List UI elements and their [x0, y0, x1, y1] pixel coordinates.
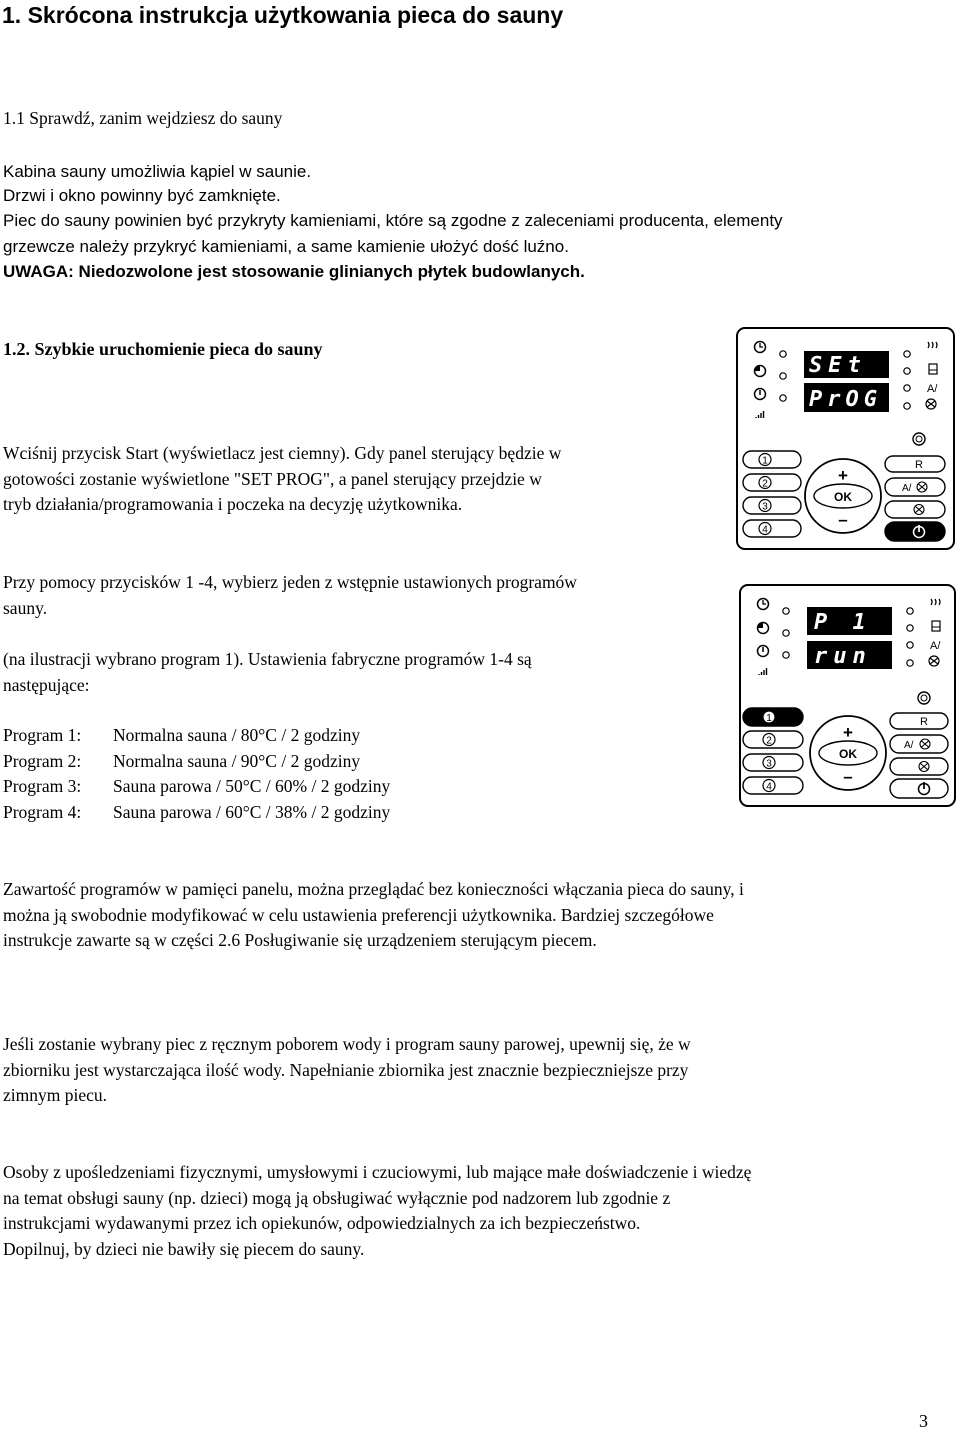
button-label: 4 [766, 781, 772, 793]
memory-paragraph [3, 877, 744, 954]
page-title: 1. Skrócona instrukcja użytkowania pieca do sauny [2, 2, 564, 28]
text-line: Wciśnij przycisk Start (wyświetlacz jest ciemny). Gdy panel sterujący będzie w [3, 443, 562, 463]
program-button-2[interactable] [743, 731, 803, 748]
program-button-4[interactable] [743, 777, 803, 794]
text-line: Jeśli zostanie wybrany piec z ręcznym poborem wody i program sauny parowej, upewnij się, że w [3, 1034, 691, 1054]
text-line: grzewcze należy przykryć kamieniami, a same kamienie ułożyć dość luźno. [3, 236, 569, 256]
button-label: 1 [766, 713, 772, 724]
auto-fan-label: A/ [904, 740, 914, 751]
reset-button[interactable] [885, 456, 945, 472]
text-line: zimnym piecu. [3, 1085, 108, 1105]
program-select-paragraph [3, 570, 577, 621]
auto-fan-button[interactable] [885, 478, 945, 496]
program-button-3[interactable] [743, 497, 801, 514]
text-line: gotowości zostanie wyświetlone "SET PROG", a panel sterujący przejdzie w [3, 468, 542, 489]
factory-settings-paragraph [3, 647, 532, 698]
reset-button[interactable] [890, 713, 948, 729]
text-line: sauny. [3, 597, 48, 618]
start-paragraph [3, 441, 561, 518]
program-row [3, 749, 390, 775]
program-button-1[interactable] [743, 708, 803, 726]
program-value: Sauna parowa / 60°C / 38% / 2 godziny [113, 801, 391, 822]
text-line: można ją swobodnie modyfikować w celu ustawienia preferencji użytkownika. Bardziej szczegółowe [3, 904, 714, 925]
button-label: 3 [762, 501, 768, 513]
text-line: Dopilnuj, by dzieci nie bawiły się piecem do sauny. [3, 1238, 365, 1259]
button-label: 2 [766, 735, 772, 747]
button-label: 4 [762, 524, 768, 536]
display-bottom-text: run [814, 644, 872, 669]
button-label: 1 [762, 455, 768, 467]
program-button-4[interactable] [743, 520, 801, 537]
safety-paragraph [3, 1160, 751, 1262]
program-button-2[interactable] [743, 474, 801, 491]
auto-label: A/ [930, 640, 941, 652]
display-bottom-text: PrOG [809, 387, 882, 412]
program-label: Program 4: [3, 801, 82, 822]
power-button[interactable] [890, 779, 948, 798]
display-top-text: P 1 [814, 610, 872, 635]
auto-fan-button[interactable] [890, 735, 948, 753]
program-row [3, 774, 390, 800]
minus-button[interactable]: – [843, 767, 853, 786]
warning-text: UWAGA: Niedozwolone jest stosowanie glinianych płytek budowlanych. [3, 262, 585, 281]
text-line: (na ilustracji wybrano program 1). Ustawienia fabryczne programów 1-4 są [3, 649, 532, 669]
water-paragraph [3, 1032, 691, 1109]
auto-fan-label: A/ [902, 483, 912, 494]
program-value: Sauna parowa / 50°C / 60% / 2 godziny [113, 776, 391, 796]
text-line: Piec do sauny powinien być przykryty kamieniami, które są zgodne z zaleceniami producenta, elementy [3, 211, 783, 230]
program-row [3, 723, 390, 749]
ok-label: OK [839, 747, 857, 761]
page-number: 3 [919, 1411, 928, 1431]
text-line: Drzwi i okno powinny być zamknięte. [3, 185, 281, 205]
plus-button[interactable]: + [843, 723, 853, 742]
program-label: Program 2: [3, 750, 82, 771]
control-panel-illustration-1 [735, 326, 957, 552]
section-1-1-heading: 1.1 Sprawdź, zanim wejdziesz do sauny [3, 108, 283, 128]
program-label: Program 1: [3, 725, 82, 745]
ok-label: OK [834, 490, 852, 504]
auto-label: A/ [927, 383, 938, 395]
program-button-3[interactable] [743, 754, 803, 771]
program-value: Normalna sauna / 90°C / 2 godziny [113, 750, 361, 771]
text-line: na temat obsługi sauny (np. dzieci) mogą ją obsługiwać wyłącznie pod nadzorem lub zgodnie z [3, 1187, 671, 1208]
text-line: Zawartość programów w pamięci panelu, można przeglądać bez konieczności włączania pieca do sauny, i [3, 879, 744, 899]
text-line: Przy pomocy przycisków 1 -4, wybierz jeden z wstępnie ustawionych programów [3, 572, 577, 592]
section-1-1-text [3, 159, 783, 285]
minus-button[interactable]: – [838, 510, 848, 529]
text-line: Osoby z upośledzeniami fizycznymi, umysłowymi i czuciowymi, lub mające małe doświadczenie i wiedzę [3, 1162, 752, 1182]
text-line: zbiorniku jest wystarczająca ilość wody. Napełnianie zbiornika jest znacznie bezpieczniejsze przy [3, 1059, 689, 1080]
button-label: 3 [766, 758, 772, 770]
text-line: instrukcje zawarte są w części 2.6 Posługiwanie się urządzeniem sterującym piecem. [3, 930, 597, 950]
reset-label: R [920, 716, 928, 728]
display-top-text: SEt [809, 353, 867, 378]
reset-label: R [915, 459, 923, 471]
fan-button[interactable] [890, 758, 948, 775]
program-value: Normalna sauna / 80°C / 2 godziny [113, 725, 361, 745]
plus-button[interactable]: + [838, 466, 848, 485]
control-panel-illustration-2 [738, 583, 958, 809]
text-line: instrukcjami wydawanymi przez ich opiekunów, odpowiedzialnych za ich bezpieczeństwo. [3, 1213, 641, 1233]
fan-button[interactable] [885, 501, 945, 518]
program-label: Program 3: [3, 776, 82, 796]
program-button-1[interactable] [743, 451, 801, 468]
program-row [3, 800, 390, 826]
power-button[interactable] [885, 522, 945, 541]
text-line: Kabina sauny umożliwia kąpiel w saunie. [3, 162, 312, 181]
text-line: tryb działania/programowania i poczeka na decyzję użytkownika. [3, 494, 463, 514]
program-list [3, 723, 390, 825]
button-label: 2 [762, 478, 768, 490]
text-line: następujące: [3, 674, 90, 695]
section-1-2-heading: 1.2. Szybkie uruchomienie pieca do sauny [3, 339, 323, 359]
